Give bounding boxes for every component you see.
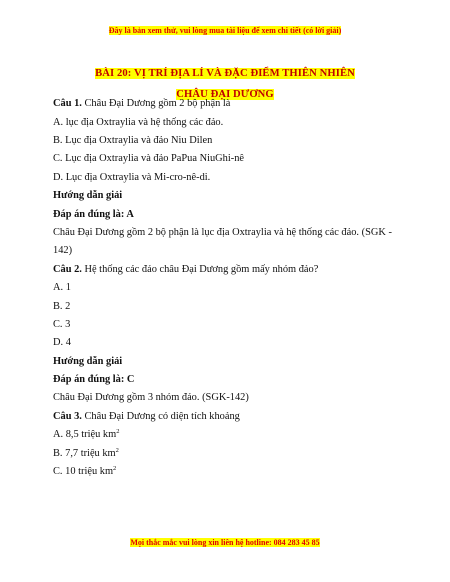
- question-3-option-b-sup: 2: [115, 447, 119, 454]
- question-1-option-a: A. lục địa Oxtraylia và hệ thống các đảo.: [53, 117, 224, 128]
- lesson-title-line2: CHÂU ĐẠI DƯƠNG: [176, 89, 274, 100]
- question-3-text: Châu Đại Dương có diện tích khoảng: [81, 411, 240, 422]
- lesson-title: [0, 68, 450, 79]
- lesson-title-line1: BÀI 20: VỊ TRÍ ĐỊA LÍ VÀ ĐẶC ĐIỂM THIÊN NHIÊN: [95, 68, 355, 79]
- preview-notice-text: Đây là bản xem thử, vui lòng mua tài liệu để xem chi tiết (có lời giải): [108, 26, 342, 35]
- question-2-explanation: Châu Đại Dương gồm 3 nhóm đảo. (SGK-142): [53, 392, 249, 403]
- question-1-option-b: B. Lục địa Oxtraylia và đảo Niu Dilen: [53, 135, 213, 146]
- hotline-notice-text: Mọi thắc mắc vui lòng xin liên hệ hotline: 084 283 45 85: [130, 538, 320, 547]
- question-3: [53, 411, 240, 422]
- question-3-option-a-sup: 2: [116, 428, 120, 435]
- question-3-label: Câu 3.: [53, 411, 82, 422]
- question-3-option-a: [53, 429, 119, 440]
- question-2-option-c: C. 3: [53, 319, 71, 330]
- question-1-guide-heading: Hướng dẫn giải: [53, 190, 123, 201]
- question-3-option-b-text: B. 7,7 triệu km: [53, 448, 116, 459]
- question-2-option-b: B. 2: [53, 301, 71, 312]
- question-1: [53, 98, 230, 109]
- question-1-option-d: D. Lục địa Oxtraylia và Mi-cro-nê-di.: [53, 172, 211, 183]
- question-3-option-c-sup: 2: [113, 465, 117, 472]
- question-2-text: Hệ thống các đảo châu Đại Dương gồm mấy nhóm đảo?: [81, 264, 319, 275]
- question-2-guide-heading: Hướng dẫn giải: [53, 356, 123, 367]
- question-1-option-c: C. Lục địa Oxtraylia và đảo PaPua NiuGhi-nê: [53, 153, 245, 164]
- question-2-label: Câu 2.: [53, 264, 82, 275]
- question-1-answer: Đáp án đúng là: A: [53, 209, 134, 220]
- question-3-option-b: [53, 448, 119, 459]
- preview-notice: [0, 26, 450, 35]
- question-2-option-d: D. 4: [53, 337, 71, 348]
- question-1-explanation-line2: 142): [53, 245, 73, 256]
- question-3-option-a-text: A. 8,5 triệu km: [53, 429, 117, 440]
- question-3-option-c: [53, 466, 116, 477]
- question-2-option-a: A. 1: [53, 282, 71, 293]
- question-1-text: Châu Đại Dương gồm 2 bộ phận là: [81, 98, 231, 109]
- question-3-option-c-text: C. 10 triệu km: [53, 466, 114, 477]
- hotline-notice: [0, 538, 450, 547]
- question-1-label: Câu 1.: [53, 98, 82, 109]
- question-2-answer: Đáp án đúng là: C: [53, 374, 135, 385]
- question-1-explanation-line1: Châu Đại Dương gồm 2 bộ phận là lục địa Oxtraylia và hệ thống các đảo. (SGK -: [53, 227, 392, 238]
- question-2: [53, 264, 318, 275]
